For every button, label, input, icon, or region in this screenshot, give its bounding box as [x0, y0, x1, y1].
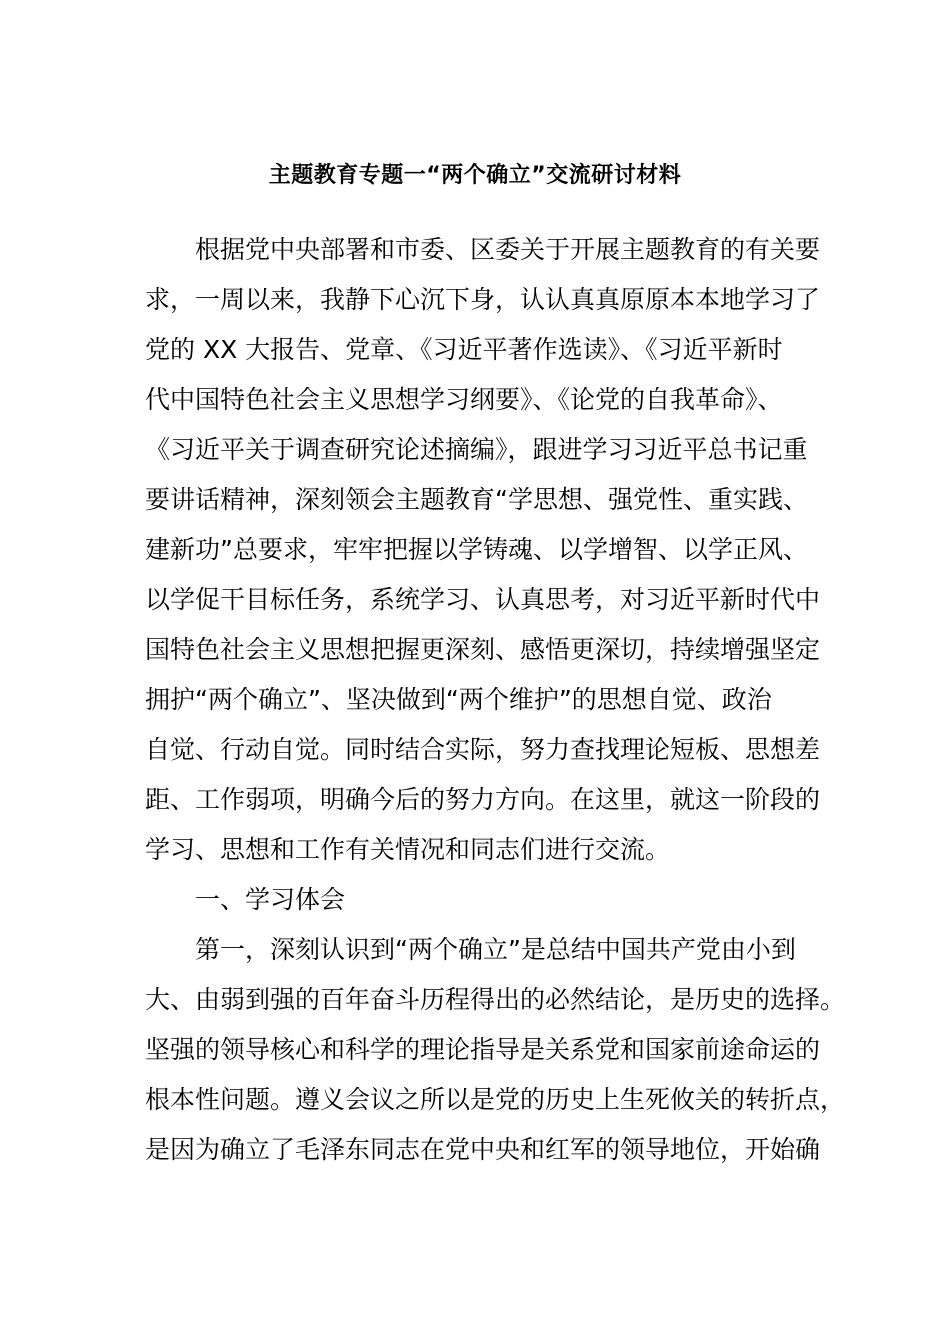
document-body: [145, 230, 846, 1180]
paragraph-line: 《习近平关于调查研究论述摘编》，跟进学习习近平总书记重: [145, 435, 808, 464]
paragraph-line: 根本性问题。遵义会议之所以是党的历史上生死攸关的转折点，: [145, 1085, 846, 1114]
paragraph-line: 坚强的领导核心和科学的理论指导是关系党和国家前途命运的: [145, 1035, 821, 1064]
paragraph-line: 大、由弱到强的百年奋斗历程得出的必然结论，是历史的选择。: [145, 985, 846, 1014]
paragraph-line: 党的 XX 大报告、党章、《习近平著作选读》、《习近平新时: [145, 335, 783, 364]
paragraph-line: 要讲话精神，深刻领会主题教育“学思想、强党性、重实践、: [145, 485, 808, 514]
paragraph-line: 代中国特色社会主义思想学习纲要》、《论党的自我革命》、: [145, 385, 783, 414]
paragraph-line: 第一，深刻认识到“两个确立”是总结中国共产党由小到: [195, 935, 796, 964]
paragraph-line: 求，一周以来，我静下心沉下身，认认真真原原本本地学习了: [145, 285, 821, 314]
paragraph-line: 学习、思想和工作有关情况和同志们进行交流。: [145, 835, 671, 864]
paragraph-line: 以学促干目标任务，系统学习、认真思考，对习近平新时代中: [145, 585, 821, 614]
paragraph-line: 是因为确立了毛泽东同志在党中央和红军的领导地位，开始确: [145, 1135, 821, 1164]
paragraph-line: 距、工作弱项，明确今后的努力方向。在这里，就这一阶段的: [145, 785, 821, 814]
paragraph-line: 国特色社会主义思想把握更深刻、感悟更深切，持续增强坚定: [145, 635, 821, 664]
section-heading: 一、学习体会: [195, 885, 346, 914]
paragraph-line: 建新功”总要求，牢牢把握以学铸魂、以学增智、以学正风、: [145, 535, 808, 564]
document-title: 主题教育专题一“两个确立”交流研讨材料: [268, 163, 682, 188]
paragraph-line: 根据党中央部署和市委、区委关于开展主题教育的有关要: [195, 235, 821, 264]
paragraph-line: 自觉、行动自觉。同时结合实际，努力查找理论短板、思想差: [145, 735, 821, 764]
paragraph-line: 拥护“两个确立”、坚决做到“两个维护”的思想自觉、政治: [145, 685, 772, 714]
